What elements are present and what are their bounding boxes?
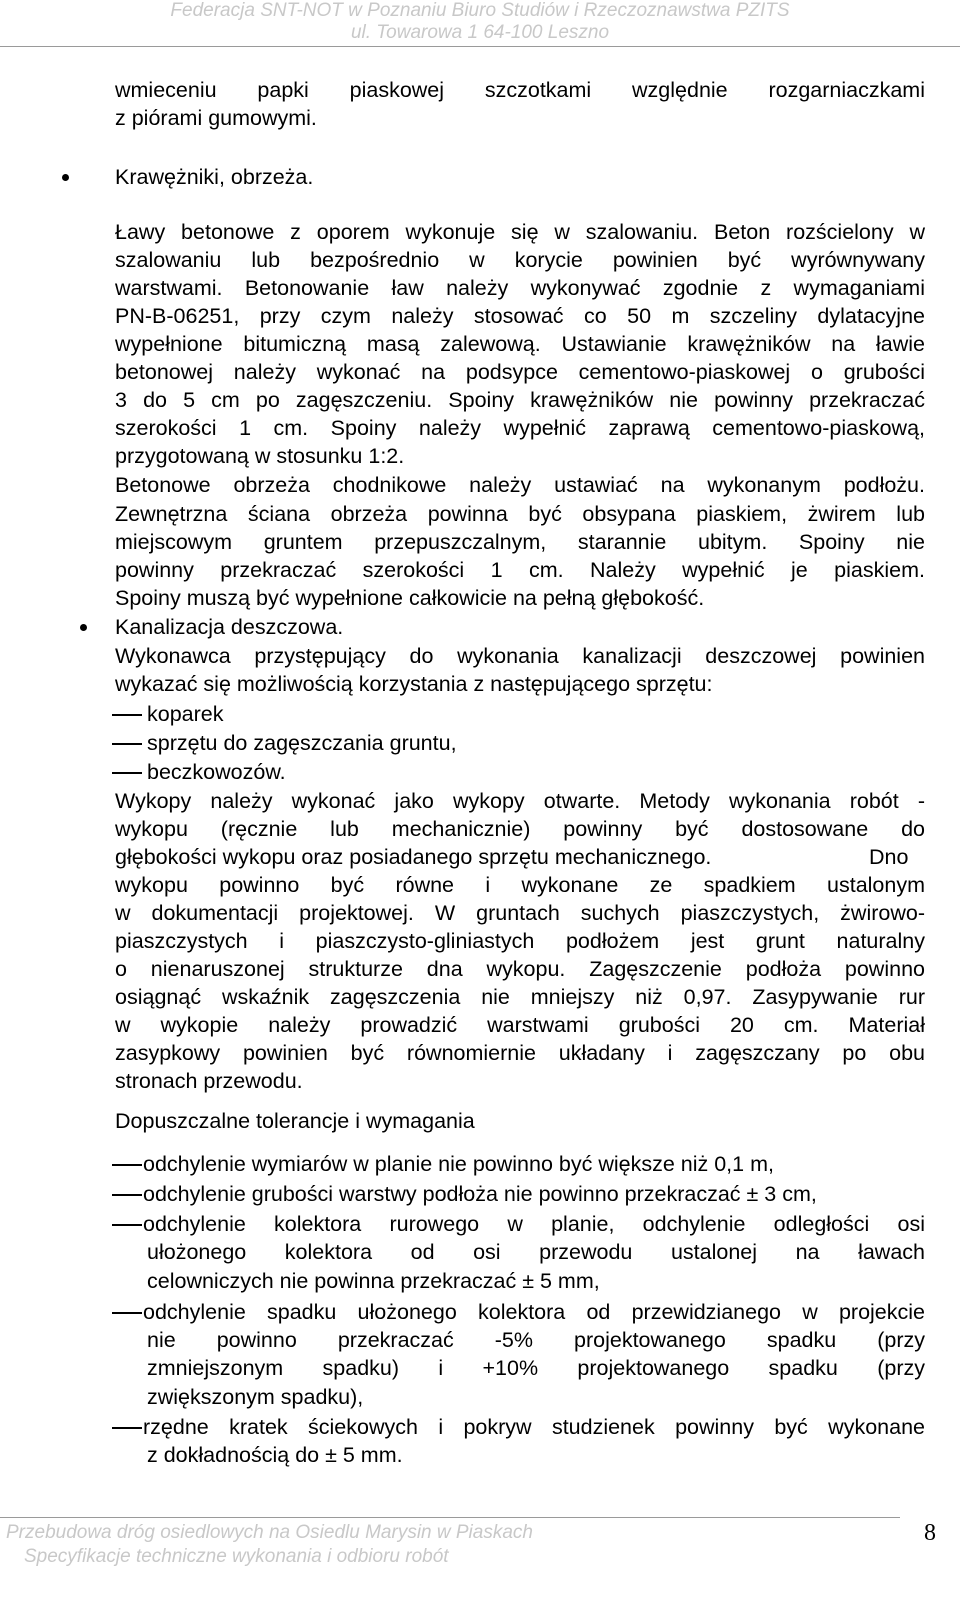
paragraph-line: szerokości 1 cm. Spoiny należy wypełnić zaprawą cementowo-piaskową, [115,416,925,440]
paragraph-line: szalowaniu lub bezpośrednio w korycie powinien być wyrównywany [115,248,925,272]
footer-project-title: Przebudowa dróg osiedlowych na Osiedlu Marysin w Piaskach [6,1522,533,1543]
paragraph-line: wmieceniu papki piaskowej szczotkami względnie rozgarniaczkami [115,78,925,102]
bullet-icon [80,624,87,631]
footer-divider [0,1517,900,1518]
paragraph-line: Wykonawca przystępujący do wykonania kanalizacji deszczowej powinien [115,644,925,668]
section-heading: Kanalizacja deszczowa. [115,615,344,639]
list-item: odchylenie grubości warstwy podłoża nie powinno przekraczać ± 3 cm, [143,1182,817,1206]
paragraph-line: wykazać się możliwością korzystania z następującego sprzętu: [115,672,713,696]
list-item: odchylenie kolektora rurowego w planie, odchylenie odległości osi [143,1212,925,1236]
paragraph-line: osiągnąć wskaźnik zagęszczenia nie mniejszy niż 0,97. Zasypywanie rur [115,985,925,1009]
dash-icon [112,743,142,745]
page-number: 8 [924,1520,936,1546]
paragraph-line: zasypkowy powinien być równomiernie układany i zagęszczany po obu [115,1041,925,1065]
dash-icon [112,1427,142,1429]
dash-icon [112,714,142,716]
dash-icon [112,772,142,774]
paragraph-line: PN-B-06251, przy czym należy stosować co 50 m szczeliny dylatacyjne [115,304,925,328]
paragraph-line: miejscowym gruntem przepuszczalnym, starannie ubitym. Spoiny nie [115,530,925,554]
paragraph-line: wykopu (ręcznie lub mechanicznie) powinny być dostosowane do [115,817,925,841]
list-item-continuation: zwiększonym spadku), [147,1385,364,1409]
paragraph-line: 3 do 5 cm po zagęszczeniu. Spoiny krawężników nie powinny przekraczać [115,388,925,412]
list-item-continuation: zmniejszonym spadku) i +10% projektowanego spadku (przy [147,1356,925,1380]
dash-icon [112,1194,142,1196]
header-organization: Federacja SNT-NOT w Poznaniu Biuro Studiów i Rzeczoznawstwa PZITS [170,0,790,21]
paragraph-line: w dokumentacji projektowej. W gruntach suchych piaszczystych, żwirowo- [115,901,925,925]
list-item-continuation: celowniczych nie powinna przekraczać ± 5 mm, [147,1269,600,1293]
list-item: odchylenie spadku ułożonego kolektora od przewidzianego w projekcie [143,1300,925,1324]
dash-icon [112,1312,142,1314]
paragraph-line: o nienaruszonej strukturze dna wykopu. Zagęszczenie podłoża powinno [115,957,925,981]
paragraph-line: Zewnętrzna ściana obrzeża powinna być obsypana piaskiem, żwirem lub [115,502,925,526]
list-item: sprzętu do zagęszczania gruntu, [147,731,457,755]
paragraph-line: Ławy betonowe z oporem wykonuje się w szalowaniu. Beton rozścielony w [115,220,925,244]
list-item-continuation: z dokładnością do ± 5 mm. [147,1443,403,1467]
list-item: rzędne kratek ściekowych i pokryw studzienek powinny być wykonane [143,1415,925,1439]
paragraph-line: powinny przekraczać szerokości 1 cm. Należy wypełnić je piaskiem. [115,558,925,582]
paragraph-line: wypełnione bitumiczną masą zalewową. Ustawianie krawężników na ławie [115,332,925,356]
paragraph-line: warstwami. Betonowanie ław należy wykonywać zgodnie z wymaganiami [115,276,925,300]
paragraph-line: wykopu powinno być równe i wykonane ze spadkiem ustalonym [115,873,925,897]
paragraph-line: głębokości wykopu oraz posiadanego sprzętu mechanicznego. [115,845,712,869]
section-heading: Dopuszczalne tolerancje i wymagania [115,1109,475,1133]
paragraph-line: Spoiny muszą być wypełnione całkowicie na pełną głębokość. [115,586,705,610]
dash-icon [112,1164,142,1166]
section-heading: Krawężniki, obrzeża. [115,165,314,189]
list-item: koparek [147,702,224,726]
header-address: ul. Towarowa 1 64-100 Leszno [350,22,610,43]
paragraph-line: przygotowaną w stosunku 1:2. [115,444,405,468]
paragraph-line: Wykopy należy wykonać jako wykopy otwarte. Metody wykonania robót - [115,789,925,813]
paragraph-line: w wykopie należy prowadzić warstwami grubości 20 cm. Materiał [115,1013,925,1037]
paragraph-line: stronach przewodu. [115,1069,303,1093]
paragraph-line: piaszczystych i piaszczysto-gliniastych podłożem jest grunt naturalny [115,929,925,953]
paragraph-line: betonowej należy wykonać na podsypce cementowo-piaskowej o grubości [115,360,925,384]
list-item-continuation: ułożonego kolektora od osi przewodu ustalonej na ławach [147,1240,925,1264]
bullet-icon [62,174,69,181]
dash-icon [112,1224,142,1226]
paragraph-line: z piórami gumowymi. [115,106,317,130]
page-header [0,0,960,47]
footer-document-title: Specyfikacje techniczne wykonania i odbioru robót [24,1546,449,1567]
paragraph-line: Betonowe obrzeża chodnikowe należy ustawiać na wykonanym podłożu. [115,473,925,497]
list-item: odchylenie wymiarów w planie nie powinno być większe niż 0,1 m, [143,1152,774,1176]
list-item-continuation: nie powinno przekraczać -5% projektowanego spadku (przy [147,1328,925,1352]
list-item: beczkowozów. [147,760,286,784]
paragraph-line: Dno [869,845,909,869]
